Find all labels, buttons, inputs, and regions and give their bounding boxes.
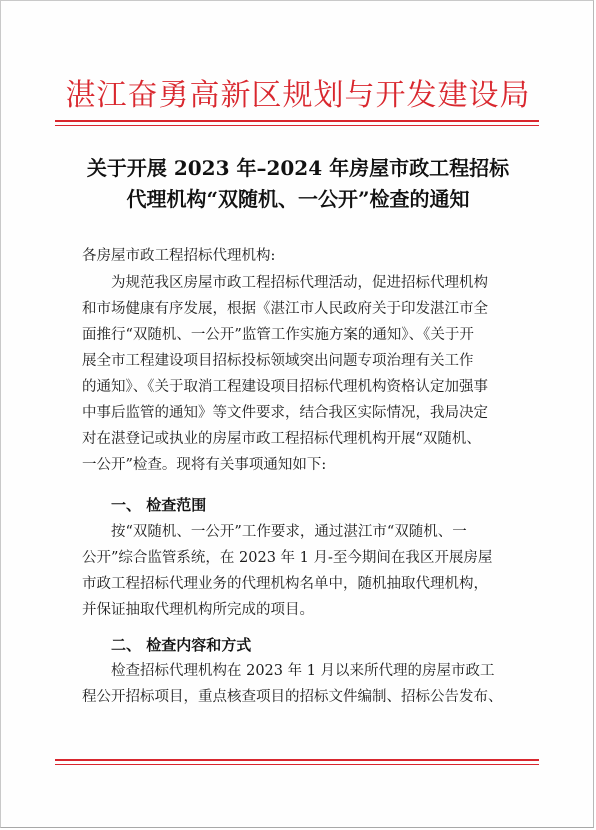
paragraph-line: 中事后监管的通知》等文件要求，结合我区实际情况，我局决定 [82, 405, 488, 421]
section-heading-content: 二、 检查内容和方式 [111, 636, 252, 654]
scope-paragraph [82, 519, 520, 623]
paragraph-line: 和市场健康有序发展，根据《湛江市人民政府关于印发湛江市全 [82, 301, 488, 317]
agency-header: 湛江奋勇高新区规划与开发建设局 [65, 78, 531, 113]
paragraph-line: 一公开”检查。现将有关事项通知如下: [82, 457, 327, 473]
paragraph-line: 公开”综合监管系统，在 2023 年 1 月-至今期间在我区开展房屋 [82, 550, 493, 566]
document-title [0, 153, 596, 215]
paragraph-line: 的通知》、《关于取消工程建设项目招标代理机构资格认定加强事 [82, 379, 488, 395]
paragraph-line: 对在湛登记或执业的房屋市政工程招标代理机构开展“双随机、 [82, 431, 481, 447]
title-line-1: 关于开展 2023 年–2024 年房屋市政工程招标 [86, 156, 510, 180]
paragraph-line: 检查招标代理机构在 2023 年 1 月以来所代理的房屋市政工 [111, 663, 495, 679]
intro-paragraph [82, 270, 520, 478]
paragraph-line: 展全市工程建设项目招标投标领域突出问题专项治理有关工作 [82, 353, 474, 369]
header-divider [55, 120, 539, 122]
paragraph-line: 按“双随机、一公开”工作要求，通过湛江市“双随机、一 [111, 524, 467, 540]
paragraph-line: 并保证抽取代理机构所完成的项目。 [82, 602, 314, 618]
footer-divider [55, 759, 539, 761]
paragraph-line: 为规范我区房屋市政工程招标代理活动，促进招标代理机构 [111, 275, 488, 291]
content-paragraph [82, 658, 520, 710]
section-heading-scope: 一、 检查范围 [111, 496, 207, 514]
paragraph-line: 市政工程招标代理业务的代理机构名单中，随机抽取代理机构， [82, 576, 488, 592]
paragraph-line: 程公开招标项目，重点核查项目的招标文件编制、招标公告发布、 [82, 689, 503, 705]
paragraph-line: 面推行“双随机、一公开”监管工作实施方案的通知》、《关于开 [82, 327, 474, 343]
salutation: 各房屋市政工程招标代理机构: [82, 248, 276, 264]
title-line-2: 代理机构“双随机、一公开”检查的通知 [126, 187, 470, 211]
